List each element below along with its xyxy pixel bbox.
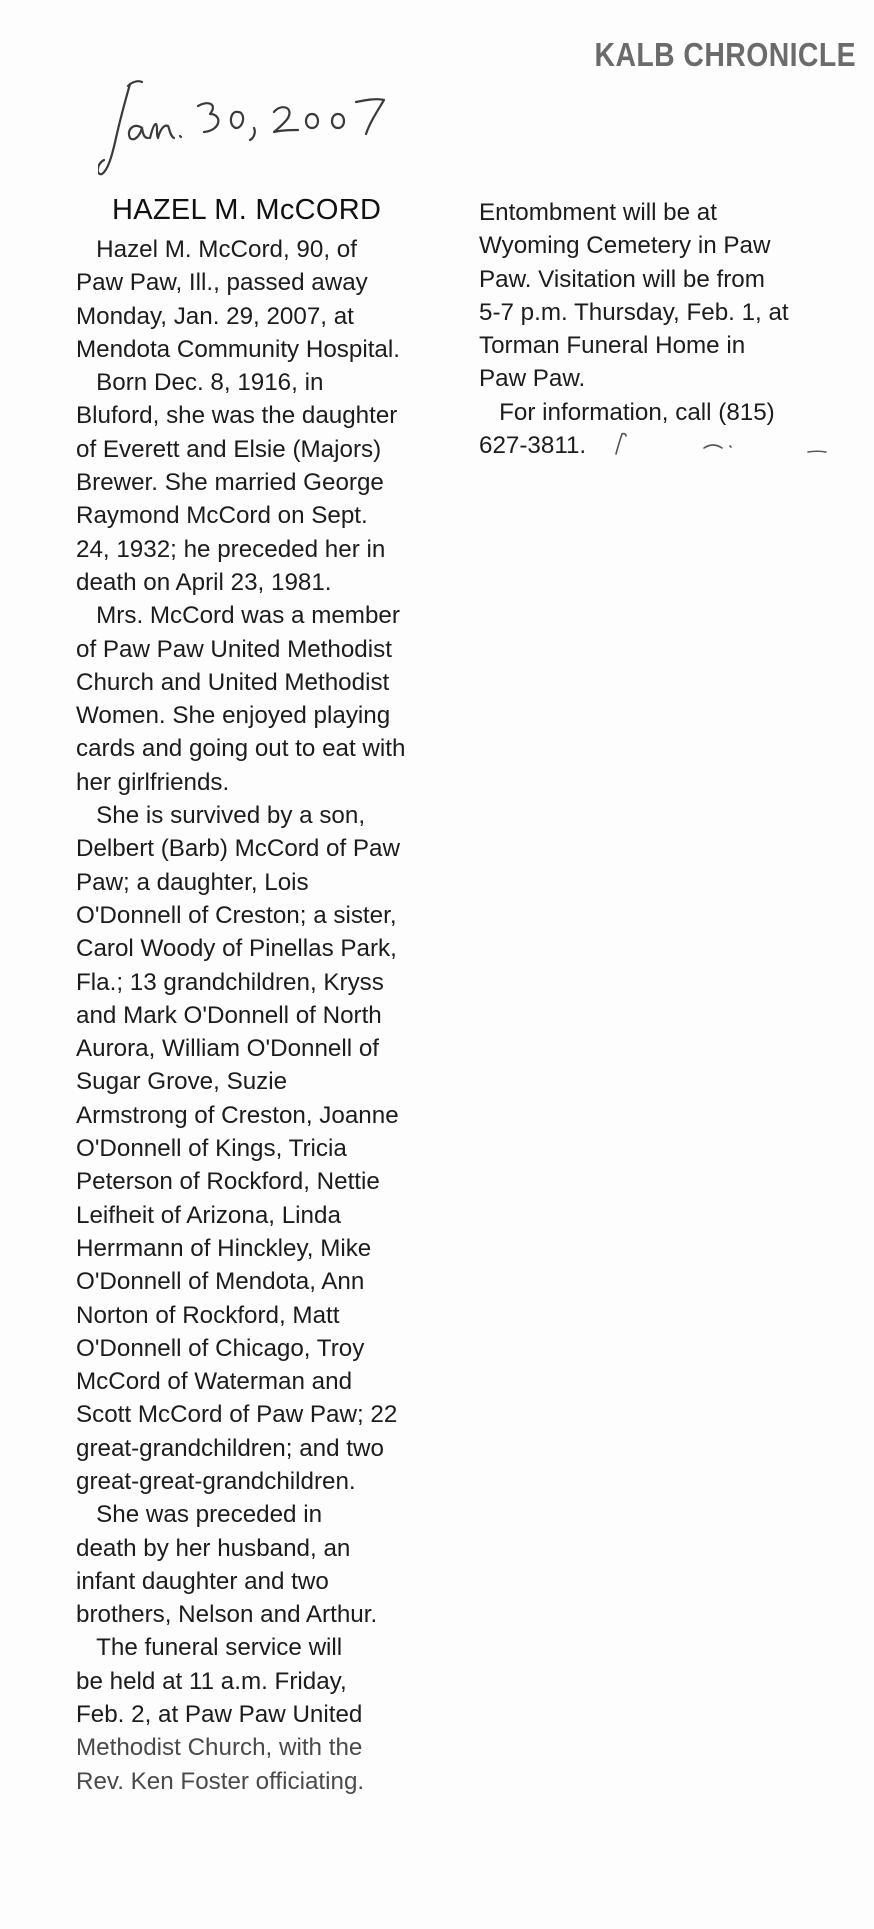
obituary-text-line: Paw; a daughter, Lois — [76, 868, 309, 896]
obituary-text-line: Scott McCord of Paw Paw; 22 — [76, 1401, 398, 1429]
obituary-left-column — [76, 233, 456, 1798]
obituary-text-line: death by her husband, an — [76, 1534, 351, 1562]
obituary-text-line: Wyoming Cemetery in Paw — [479, 232, 771, 260]
obituary-text-line: infant daughter and two — [76, 1567, 329, 1595]
handwritten-check-mark — [612, 430, 832, 460]
obituary-text-line: Sugar Grove, Suzie — [76, 1068, 288, 1096]
obituary-text-line: O'Donnell of Chicago, Troy — [76, 1334, 365, 1362]
obituary-text-line: O'Donnell of Kings, Tricia — [76, 1135, 347, 1163]
obituary-text-line: Hazel M. McCord, 90, of — [76, 236, 357, 263]
obituary-text-line: Paw. Visitation will be from — [479, 265, 765, 293]
obituary-text-line: The funeral service will — [76, 1634, 343, 1662]
handwritten-date — [98, 78, 408, 188]
obituary-text-line: Brewer. She married George — [76, 469, 384, 497]
obituary-text-line: Aurora, William O'Donnell of — [76, 1035, 380, 1063]
obituary-text-line: of Paw Paw United Methodist — [76, 635, 392, 663]
obituary-text-line: cards and going out to eat with — [76, 735, 406, 763]
obituary-text-line: 627-3811. — [479, 432, 587, 460]
obituary-text-line: She was preceded in — [76, 1501, 323, 1529]
obituary-text-line: brothers, Nelson and Arthur. — [76, 1601, 378, 1629]
newspaper-masthead: KALB CHRONICLE — [594, 36, 856, 73]
obituary-text-line: Paw Paw. — [479, 365, 586, 393]
obituary-text-line: Paw Paw, Ill., passed away — [76, 269, 368, 297]
obituary-text-line: O'Donnell of Creston; a sister, — [76, 901, 397, 929]
obituary-text-line: Herrmann of Hinckley, Mike — [76, 1234, 372, 1262]
obituary-text-line: Entombment will be at — [479, 199, 717, 226]
obituary-text-line: Delbert (Barb) McCord of Paw — [76, 835, 400, 863]
obituary-text-line: Women. She enjoyed playing — [76, 702, 391, 730]
obituary-text-line: Peterson of Rockford, Nettie — [76, 1168, 380, 1196]
obituary-text-line: Fla.; 13 grandchildren, Kryss — [76, 968, 384, 996]
obituary-headline: HAZEL M. McCORD — [112, 194, 382, 226]
obituary-text-line: Bluford, she was the daughter — [76, 402, 398, 430]
obituary-text-line: McCord of Waterman and — [76, 1368, 353, 1396]
obituary-text-line: her girlfriends. — [76, 768, 230, 796]
obituary-text-line: Born Dec. 8, 1916, in — [76, 369, 324, 397]
obituary-text-line: death on April 23, 1981. — [76, 568, 332, 596]
obituary-text-line: Carol Woody of Pinellas Park, — [76, 935, 397, 963]
obituary-text-line: 24, 1932; he preceded her in — [76, 535, 386, 563]
obituary-text-line: O'Donnell of Mendota, Ann — [76, 1268, 365, 1296]
obituary-text-line: be held at 11 a.m. Friday, — [76, 1667, 347, 1695]
obituary-text-line: Norton of Rockford, Matt — [76, 1301, 340, 1329]
obituary-text-line: great-great-grandchildren. — [76, 1467, 356, 1495]
obituary-text-line: of Everett and Elsie (Majors) — [76, 435, 382, 463]
obituary-text-line: Armstrong of Creston, Joanne — [76, 1101, 399, 1129]
obituary-text-line: Mendota Community Hospital. — [76, 335, 400, 363]
obituary-text-line: Feb. 2, at Paw Paw United — [76, 1701, 363, 1729]
obituary-text-line: Church and United Methodist — [76, 668, 390, 696]
obituary-text-line: Leifheit of Arizona, Linda — [76, 1201, 341, 1229]
obituary-text-line: Mrs. McCord was a member — [76, 602, 400, 630]
obituary-text-line: and Mark O'Donnell of North — [76, 1001, 382, 1029]
obituary-right-column — [479, 196, 859, 462]
obituary-text-line: Torman Funeral Home in — [479, 332, 746, 360]
obituary-text-line: Raymond McCord on Sept. — [76, 502, 368, 530]
obituary-text-line: great-grandchildren; and two — [76, 1434, 384, 1462]
obituary-text-line: Monday, Jan. 29, 2007, at — [76, 302, 354, 330]
obituary-text-line: She is survived by a son, — [76, 802, 366, 830]
obituary-text-line: Methodist Church, with the — [76, 1734, 363, 1762]
obituary-text-line: For information, call (815) — [479, 398, 775, 426]
obituary-text-line: Rev. Ken Foster officiating. — [76, 1767, 365, 1795]
obituary-text-line: 5-7 p.m. Thursday, Feb. 1, at — [479, 298, 789, 326]
